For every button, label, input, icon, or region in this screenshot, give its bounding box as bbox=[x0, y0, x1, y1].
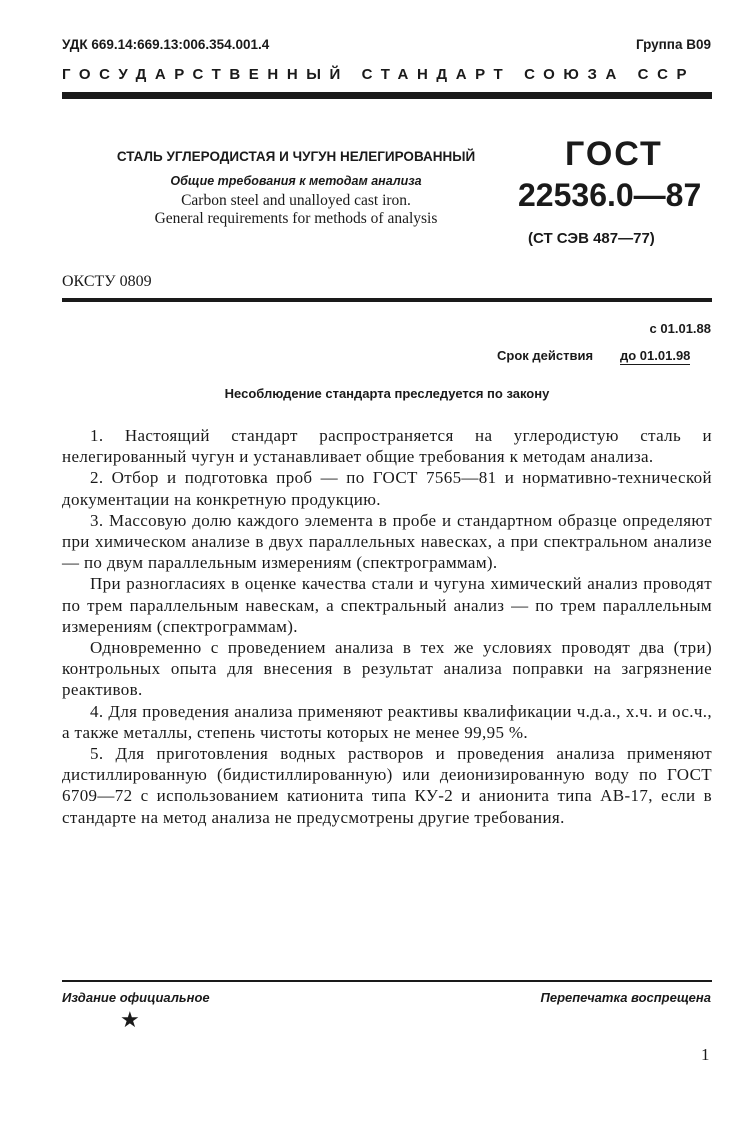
reprint-note: Перепечатка воспрещена bbox=[540, 990, 711, 1005]
document-title-ru: СТАЛЬ УГЛЕРОДИСТАЯ И ЧУГУН НЕЛЕГИРОВАННЫЙ bbox=[116, 149, 476, 164]
validity-label: Срок действия bbox=[497, 348, 594, 363]
paragraph-3: 3. Массовую долю каждого элемента в пробе и стандартном образце определяют при химическом анализе в двух параллельных навесках, а при спектральном анализе — по двум параллельным измерениям (спектрограммам). bbox=[62, 510, 712, 573]
middle-rule bbox=[62, 298, 712, 302]
paragraph-3-disputes: При разногласиях в оценке качества стали и чугуна химический анализ проводят по трем параллельным навескам, а спектральный анализ — по трем параллельным измерениям (спектрограммам). bbox=[62, 574, 712, 636]
gost-number: 22536.0—87 bbox=[518, 177, 702, 213]
sev-reference: (СТ СЭВ 487—77) bbox=[528, 230, 655, 247]
document-title-en-line2: General requirements for methods of analysis bbox=[154, 210, 438, 227]
legal-notice: Несоблюдение стандарта преследуется по закону bbox=[224, 386, 550, 401]
validity-until: до 01.01.98 bbox=[620, 348, 691, 363]
gost-label: ГОСТ bbox=[565, 135, 663, 173]
organization-banner: ГОСУДАРСТВЕННЫЙ СТАНДАРТ СОЮЗА ССР bbox=[62, 66, 696, 83]
paragraph-5: 5. Для приготовления водных растворов и проведения анализа применяют дистиллированную (бидистиллированную) или деионизированную воду по ГОСТ 6709—72 с использованием катионита типа КУ-2 и анионита типа АВ-17, если в стандарте на метод анализа не предусмотрены другие требования. bbox=[62, 744, 712, 827]
paragraph-2: 2. Отбор и подготовка проб — по ГОСТ 7565—81 и нормативно-технической документации на конкретную продукцию. bbox=[62, 468, 712, 509]
body-text bbox=[62, 425, 712, 828]
paragraph-1: 1. Настоящий стандарт распространяется на углеродистую сталь и нелегированный чугун и устанавливает общие требования к методам анализа. bbox=[62, 426, 712, 467]
paragraph-3-control: Одновременно с проведением анализа в тех же условиях проводят два (три) контрольных опыта для внесения в результат анализа поправки на загрязнение реактивов. bbox=[62, 638, 712, 700]
footer-rule bbox=[62, 980, 712, 982]
star-icon: ★ bbox=[120, 1007, 140, 1032]
okstu-code: ОКСТУ 0809 bbox=[62, 273, 152, 290]
page-number: 1 bbox=[701, 1045, 710, 1064]
document-subtitle-ru: Общие требования к методам анализа bbox=[170, 174, 422, 188]
group-code: Группа В09 bbox=[635, 37, 711, 52]
effective-from: с 01.01.88 bbox=[649, 321, 711, 336]
edition-note: Издание официальное bbox=[62, 990, 210, 1005]
paragraph-4: 4. Для проведения анализа применяют реактивы квалификации ч.д.а., х.ч. и ос.ч., а также металлы, степень чистоты которых не менее 99,95 %. bbox=[62, 701, 712, 742]
udk-code: УДК 669.14:669.13:006.354.001.4 bbox=[62, 37, 270, 52]
document-title-en-line1: Carbon steel and unalloyed cast iron. bbox=[181, 192, 411, 209]
top-rule bbox=[62, 92, 712, 99]
